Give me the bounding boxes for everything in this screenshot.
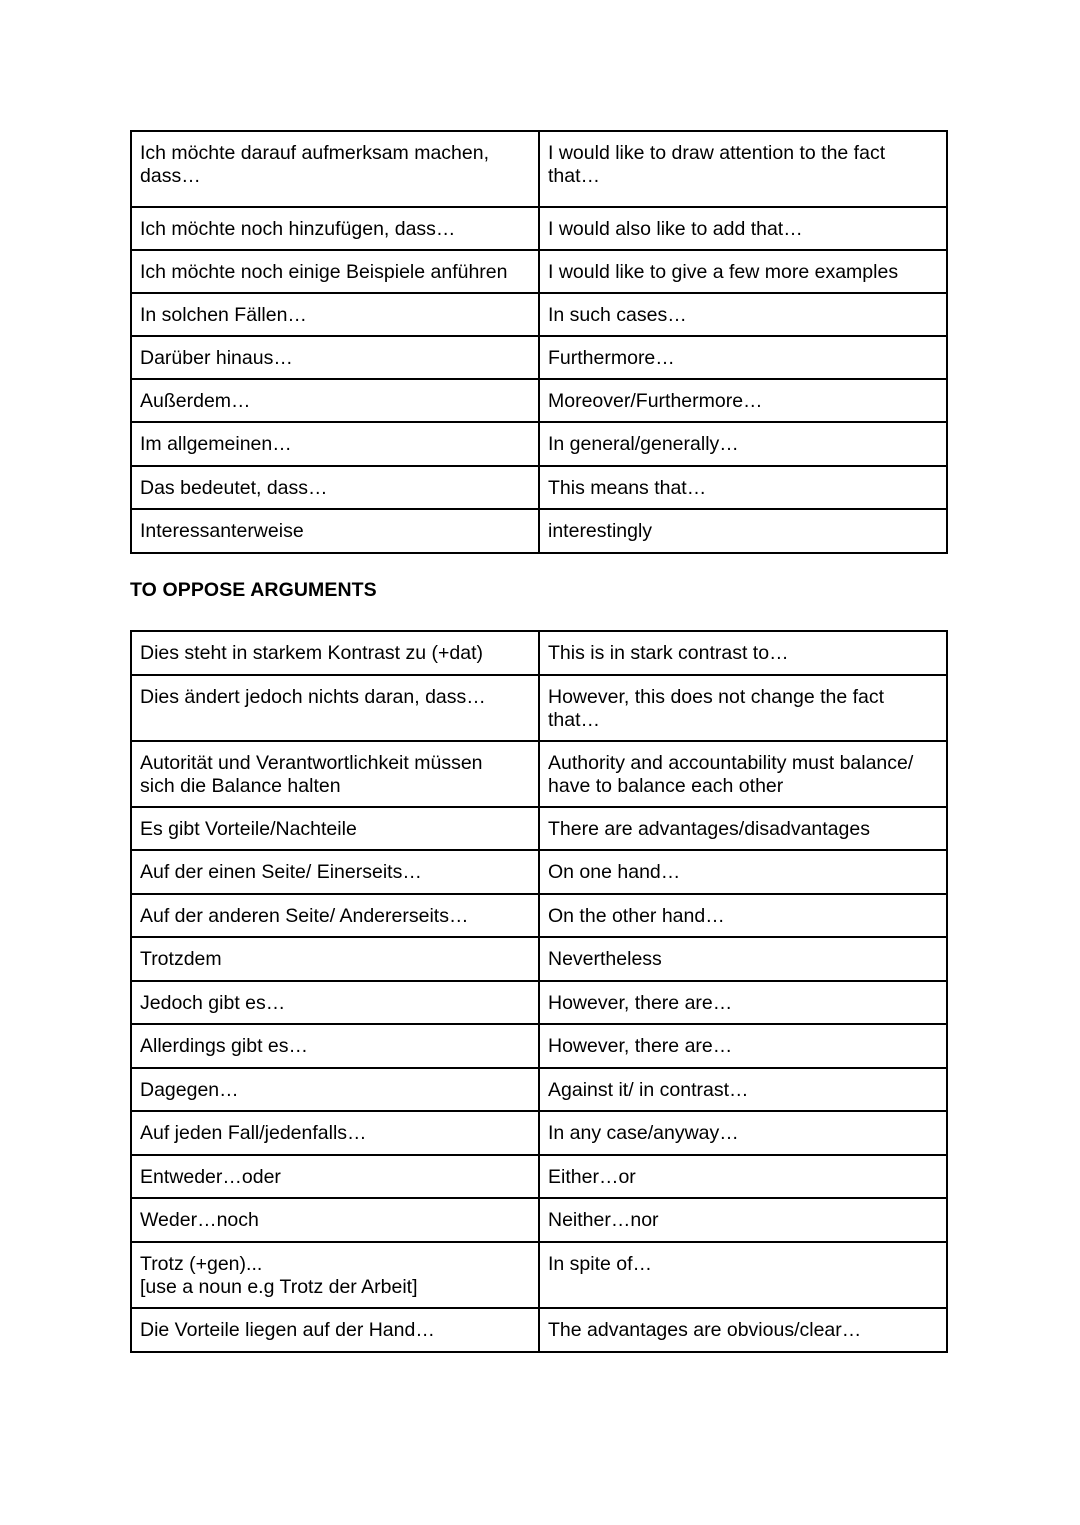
german-phrase-cell: Dies ändert jedoch nichts daran, dass… xyxy=(131,675,539,741)
table-row xyxy=(131,336,947,379)
german-phrase-cell: Die Vorteile liegen auf der Hand… xyxy=(131,1308,539,1352)
english-translation-cell: However, there are… xyxy=(539,1024,947,1068)
table-row xyxy=(131,981,947,1024)
table-row xyxy=(131,1308,947,1352)
table-row xyxy=(131,631,947,675)
english-translation-cell: However, this does not change the fact that… xyxy=(539,675,947,741)
german-phrase-cell: Dagegen… xyxy=(131,1068,539,1111)
table-row xyxy=(131,937,947,981)
table-row xyxy=(131,293,947,336)
english-translation-cell: Authority and accountability must balance/ have to balance each other xyxy=(539,741,947,807)
german-phrase-cell: Jedoch gibt es… xyxy=(131,981,539,1024)
english-translation-cell: I would like to give a few more examples xyxy=(539,250,947,293)
table-row xyxy=(131,207,947,250)
english-translation-cell: I would like to draw attention to the fact that… xyxy=(539,131,947,207)
english-translation-cell: On the other hand… xyxy=(539,894,947,937)
german-phrase-cell: Auf der anderen Seite/ Andererseits… xyxy=(131,894,539,937)
table-row xyxy=(131,379,947,422)
english-translation-cell: Nevertheless xyxy=(539,937,947,981)
table-row xyxy=(131,250,947,293)
german-phrase-cell: Auf jeden Fall/jedenfalls… xyxy=(131,1111,539,1155)
table-row xyxy=(131,807,947,850)
table-row xyxy=(131,1155,947,1198)
english-translation-cell: Against it/ in contrast… xyxy=(539,1068,947,1111)
table-row xyxy=(131,1111,947,1155)
english-translation-cell: The advantages are obvious/clear… xyxy=(539,1308,947,1352)
table-row xyxy=(131,675,947,741)
english-translation-cell: In any case/anyway… xyxy=(539,1111,947,1155)
english-translation-cell: In spite of… xyxy=(539,1242,947,1308)
german-phrase-cell: Weder…noch xyxy=(131,1198,539,1242)
german-phrase-cell: Trotz (+gen)... [use a noun e.g Trotz der Arbeit] xyxy=(131,1242,539,1308)
section-heading: TO OPPOSE ARGUMENTS xyxy=(130,579,377,601)
german-phrase-cell: Das bedeutet, dass… xyxy=(131,466,539,509)
german-phrase-cell: Darüber hinaus… xyxy=(131,336,539,379)
table-row xyxy=(131,894,947,937)
english-translation-cell: There are advantages/disadvantages xyxy=(539,807,947,850)
german-phrase-cell: Auf der einen Seite/ Einerseits… xyxy=(131,850,539,894)
table-row xyxy=(131,422,947,466)
german-phrase-cell: In solchen Fällen… xyxy=(131,293,539,336)
english-translation-cell: This means that… xyxy=(539,466,947,509)
english-translation-cell: interestingly xyxy=(539,509,947,553)
german-phrase-cell: Dies steht in starkem Kontrast zu (+dat) xyxy=(131,631,539,675)
german-phrase-cell: Allerdings gibt es… xyxy=(131,1024,539,1068)
table-row xyxy=(131,466,947,509)
english-translation-cell: This is in stark contrast to… xyxy=(539,631,947,675)
german-phrase-cell: Ich möchte darauf aufmerksam machen, dass… xyxy=(131,131,539,207)
english-translation-cell: Furthermore… xyxy=(539,336,947,379)
table-row xyxy=(131,1024,947,1068)
table-row xyxy=(131,850,947,894)
english-translation-cell: Moreover/Furthermore… xyxy=(539,379,947,422)
english-translation-cell: Neither…nor xyxy=(539,1198,947,1242)
german-phrase-cell: Es gibt Vorteile/Nachteile xyxy=(131,807,539,850)
german-phrase-cell: Ich möchte noch hinzufügen, dass… xyxy=(131,207,539,250)
german-phrase-cell: Außerdem… xyxy=(131,379,539,422)
table-row xyxy=(131,1242,947,1308)
english-translation-cell: On one hand… xyxy=(539,850,947,894)
german-phrase-cell: Autorität und Verantwortlichkeit müssen sich die Balance halten xyxy=(131,741,539,807)
table-row xyxy=(131,1068,947,1111)
german-phrase-cell: Im allgemeinen… xyxy=(131,422,539,466)
phrase-table-arguments xyxy=(130,130,948,554)
english-translation-cell: However, there are… xyxy=(539,981,947,1024)
table-row xyxy=(131,131,947,207)
english-translation-cell: I would also like to add that… xyxy=(539,207,947,250)
table-row xyxy=(131,741,947,807)
german-phrase-cell: Interessanterweise xyxy=(131,509,539,553)
english-translation-cell: In general/generally… xyxy=(539,422,947,466)
table-row xyxy=(131,509,947,553)
german-phrase-cell: Trotzdem xyxy=(131,937,539,981)
english-translation-cell: Either…or xyxy=(539,1155,947,1198)
phrase-table-oppose-arguments xyxy=(130,630,948,1353)
german-phrase-cell: Entweder…oder xyxy=(131,1155,539,1198)
english-translation-cell: In such cases… xyxy=(539,293,947,336)
german-phrase-cell: Ich möchte noch einige Beispiele anführen xyxy=(131,250,539,293)
table-row xyxy=(131,1198,947,1242)
